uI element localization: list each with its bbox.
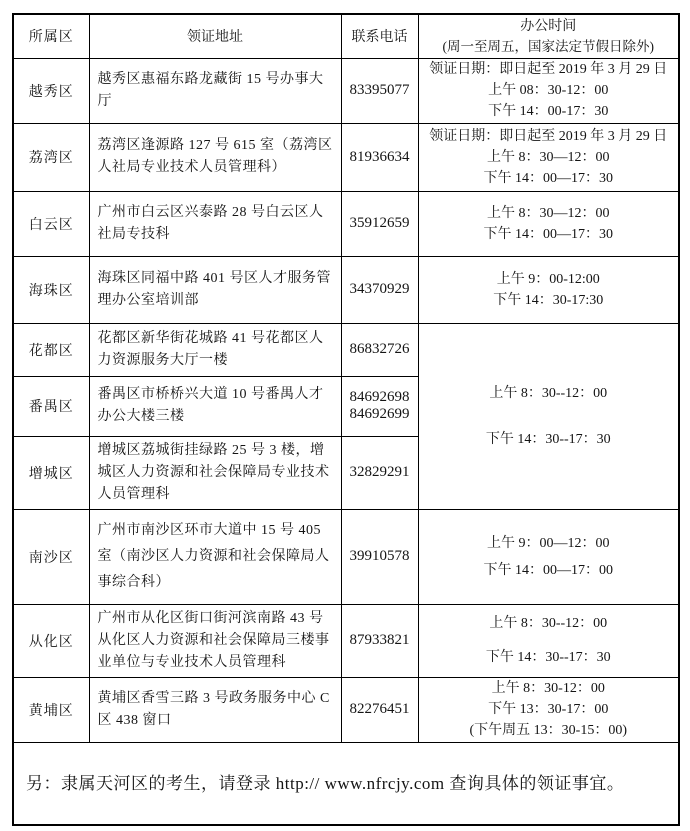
address-cell: 荔湾区逢源路 127 号 615 室（荔湾区人社局专业技术人员管理科） (89, 123, 341, 191)
address-cell: 花都区新华街花城路 41 号花都区人力资源服务大厅一楼 (89, 323, 341, 376)
hours-line: 下午 14：30-17:30 (493, 292, 604, 308)
address-cell: 增城区荔城街挂绿路 25 号 3 楼，增城区人力资源和社会保障局专业技术人员管理科 (89, 436, 341, 509)
hours-line: 上午 8：30—12：00 (487, 149, 610, 165)
table-row (13, 604, 679, 677)
table-row (13, 123, 679, 191)
hours-cell (418, 191, 679, 256)
district-cell: 从化区 (13, 604, 89, 677)
address-cell: 黄埔区香雪三路 3 号政务服务中心 C 区 438 窗口 (89, 677, 341, 742)
header-hours-subtitle: (周一至周五，国家法定节假日除外) (442, 38, 654, 54)
phone-cell: 34370929 (341, 256, 418, 323)
district-cell: 南沙区 (13, 509, 89, 604)
phone-cell: 32829291 (341, 436, 418, 509)
certificate-pickup-table (12, 13, 680, 826)
hours-line: 上午 9：00-12:00 (496, 271, 600, 287)
district-cell: 增城区 (13, 436, 89, 509)
phone-line: 84692698 (349, 389, 410, 405)
hours-line: 领证日期：即日起至 2019 年 3 月 29 日 (429, 128, 668, 144)
table-row (13, 677, 679, 742)
address-cell: 广州市从化区街口街河滨南路 43 号从化区人力资源和社会保障局三楼事业单位与专业技术人员管理科 (89, 604, 341, 677)
hours-line: (下午周五 13：30-15：00) (469, 723, 627, 738)
table-row (13, 323, 679, 376)
address-cell: 番禺区市桥桥兴大道 10 号番禺人才办公大楼三楼 (89, 376, 341, 436)
address-cell: 越秀区惠福东路龙藏街 15 号办事大厅 (89, 58, 341, 123)
hours-cell (418, 509, 679, 604)
address-cell: 广州市白云区兴泰路 28 号白云区人社局专技科 (89, 191, 341, 256)
header-address: 领证地址 (89, 14, 341, 58)
note-row (13, 742, 679, 825)
district-cell: 白云区 (13, 191, 89, 256)
phone-cell: 39910578 (341, 509, 418, 604)
hours-cell (418, 677, 679, 742)
address-cell: 海珠区同福中路 401 号区人才服务管理办公室培训部 (89, 256, 341, 323)
hours-cell (418, 58, 679, 123)
phone-cell: 83395077 (341, 58, 418, 123)
hours-line: 上午 9：00—12：00 (487, 535, 610, 551)
district-cell: 越秀区 (13, 58, 89, 123)
header-district: 所属区 (13, 14, 89, 58)
hours-line: 下午 14：00—17：00 (483, 562, 613, 578)
district-cell: 番禺区 (13, 376, 89, 436)
header-hours-title: 办公时间 (520, 18, 577, 34)
footer-note: 另：隶属天河区的考生，请登录 http:// www.nfrcjy.com 查询具体的领证事宜。 (13, 742, 679, 825)
hours-line: 上午 8：30—12：00 (487, 205, 610, 221)
phone-cell: 87933821 (341, 604, 418, 677)
phone-line: 84692699 (349, 406, 410, 422)
hours-cell (418, 123, 679, 191)
phone-cell: 86832726 (341, 323, 418, 376)
header-phone: 联系电话 (341, 14, 418, 58)
district-cell: 海珠区 (13, 256, 89, 323)
phone-cell: 82276451 (341, 677, 418, 742)
hours-cell-merged (418, 323, 679, 509)
hours-line: 下午 14：30--17：30 (485, 431, 611, 447)
phone-cell: 81936634 (341, 123, 418, 191)
table-row (13, 58, 679, 123)
phone-cell (341, 376, 418, 436)
hours-line: 下午 14：00—17：30 (483, 170, 613, 186)
hours-line: 下午 14：00-17：30 (488, 104, 609, 119)
header-row (13, 14, 679, 58)
hours-cell (418, 604, 679, 677)
district-cell: 花都区 (13, 323, 89, 376)
hours-line: 上午 8：30--12：00 (489, 385, 608, 401)
district-cell: 荔湾区 (13, 123, 89, 191)
hours-line: 上午 8：30--12：00 (489, 616, 608, 631)
hours-line: 下午 13：30-17：00 (488, 702, 609, 717)
spacer (419, 634, 679, 647)
table-row (13, 509, 679, 604)
hours-line: 下午 14：30--17：30 (485, 650, 611, 665)
address-cell: 广州市南沙区环市大道中 15 号 405 室（南沙区人力资源和社会保障局人事综合科） (89, 509, 341, 604)
hours-line: 下午 14：00—17：30 (483, 226, 613, 242)
table-row (13, 191, 679, 256)
hours-line: 领证日期：即日起至 2019 年 3 月 29 日 (429, 62, 668, 77)
hours-cell (418, 256, 679, 323)
table-row (13, 256, 679, 323)
hours-line: 上午 08：30-12：00 (488, 83, 609, 98)
hours-line: 上午 8：30-12：00 (491, 681, 605, 696)
header-hours (418, 14, 679, 58)
spacer (419, 404, 679, 429)
district-cell: 黄埔区 (13, 677, 89, 742)
phone-cell: 35912659 (341, 191, 418, 256)
